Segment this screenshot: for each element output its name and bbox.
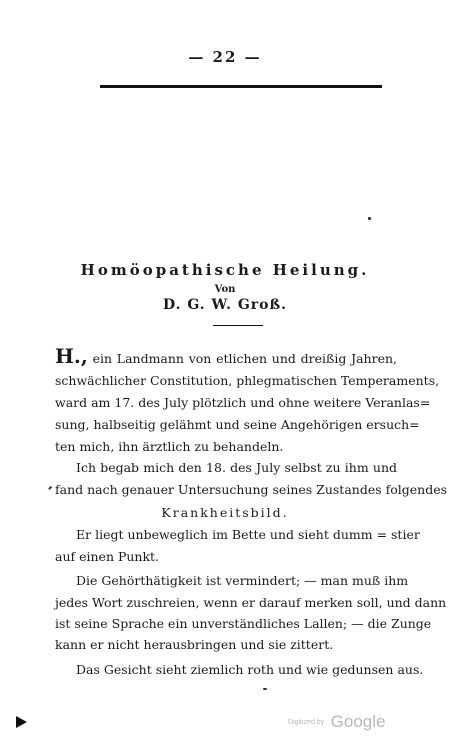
author-name: D. G. W. Groß. xyxy=(162,297,288,313)
text-line xyxy=(55,344,397,368)
text-line: schwächlicher Constitution, phlegmatischen Temperaments, xyxy=(55,373,440,388)
page-number: — 22 — xyxy=(188,48,262,66)
ink-speck xyxy=(368,217,371,220)
text-line: fand nach genauer Untersuchung seines Zustandes folgendes xyxy=(55,482,448,497)
text-line: Die Gehörthätigkeit ist vermindert; — man muß ihm xyxy=(76,573,409,588)
text-line: jedes Wort zuschreien, wenn er darauf merken soll, und dann xyxy=(55,595,447,610)
section-heading: Krankheitsbild. xyxy=(161,505,289,520)
text-line: ten mich, ihn ärztlich zu behandeln. xyxy=(55,439,284,454)
header-rule xyxy=(100,85,382,88)
text-line: Er liegt unbeweglich im Bette und sieht dumm = stier xyxy=(76,527,420,542)
margin-mark xyxy=(48,486,52,490)
title-rule xyxy=(213,325,263,326)
byline-von: Von xyxy=(214,284,236,295)
page-turn-arrow-icon[interactable] xyxy=(16,716,27,728)
text-line-content: ein Landmann von etlichen und dreißig Jahren, xyxy=(92,351,397,366)
article-title: Homöopathische Heilung. xyxy=(80,261,370,279)
text-line: auf einen Punkt. xyxy=(55,549,160,564)
text-line: ward am 17. des July plötzlich und ohne weitere Veranlas= xyxy=(55,395,431,410)
google-logo-text: Google xyxy=(330,712,386,731)
text-line: ist seine Sprache ein unverständliches Lallen; — die Zunge xyxy=(55,616,432,631)
watermark-small-text: Digitized by xyxy=(288,718,325,726)
ink-speck xyxy=(263,688,267,690)
text-line: kann er nicht herausbringen und sie zittert. xyxy=(55,637,334,652)
text-line: Ich begab mich den 18. des July selbst zu ihm und xyxy=(76,460,397,475)
text-line: sung, halbseitig gelähmt und seine Angehörigen ersuch= xyxy=(55,417,420,432)
text-line: Das Gesicht sieht ziemlich roth und wie gedunsen aus. xyxy=(76,662,424,677)
drop-cap: H., xyxy=(55,344,88,368)
digitized-watermark xyxy=(288,712,385,732)
